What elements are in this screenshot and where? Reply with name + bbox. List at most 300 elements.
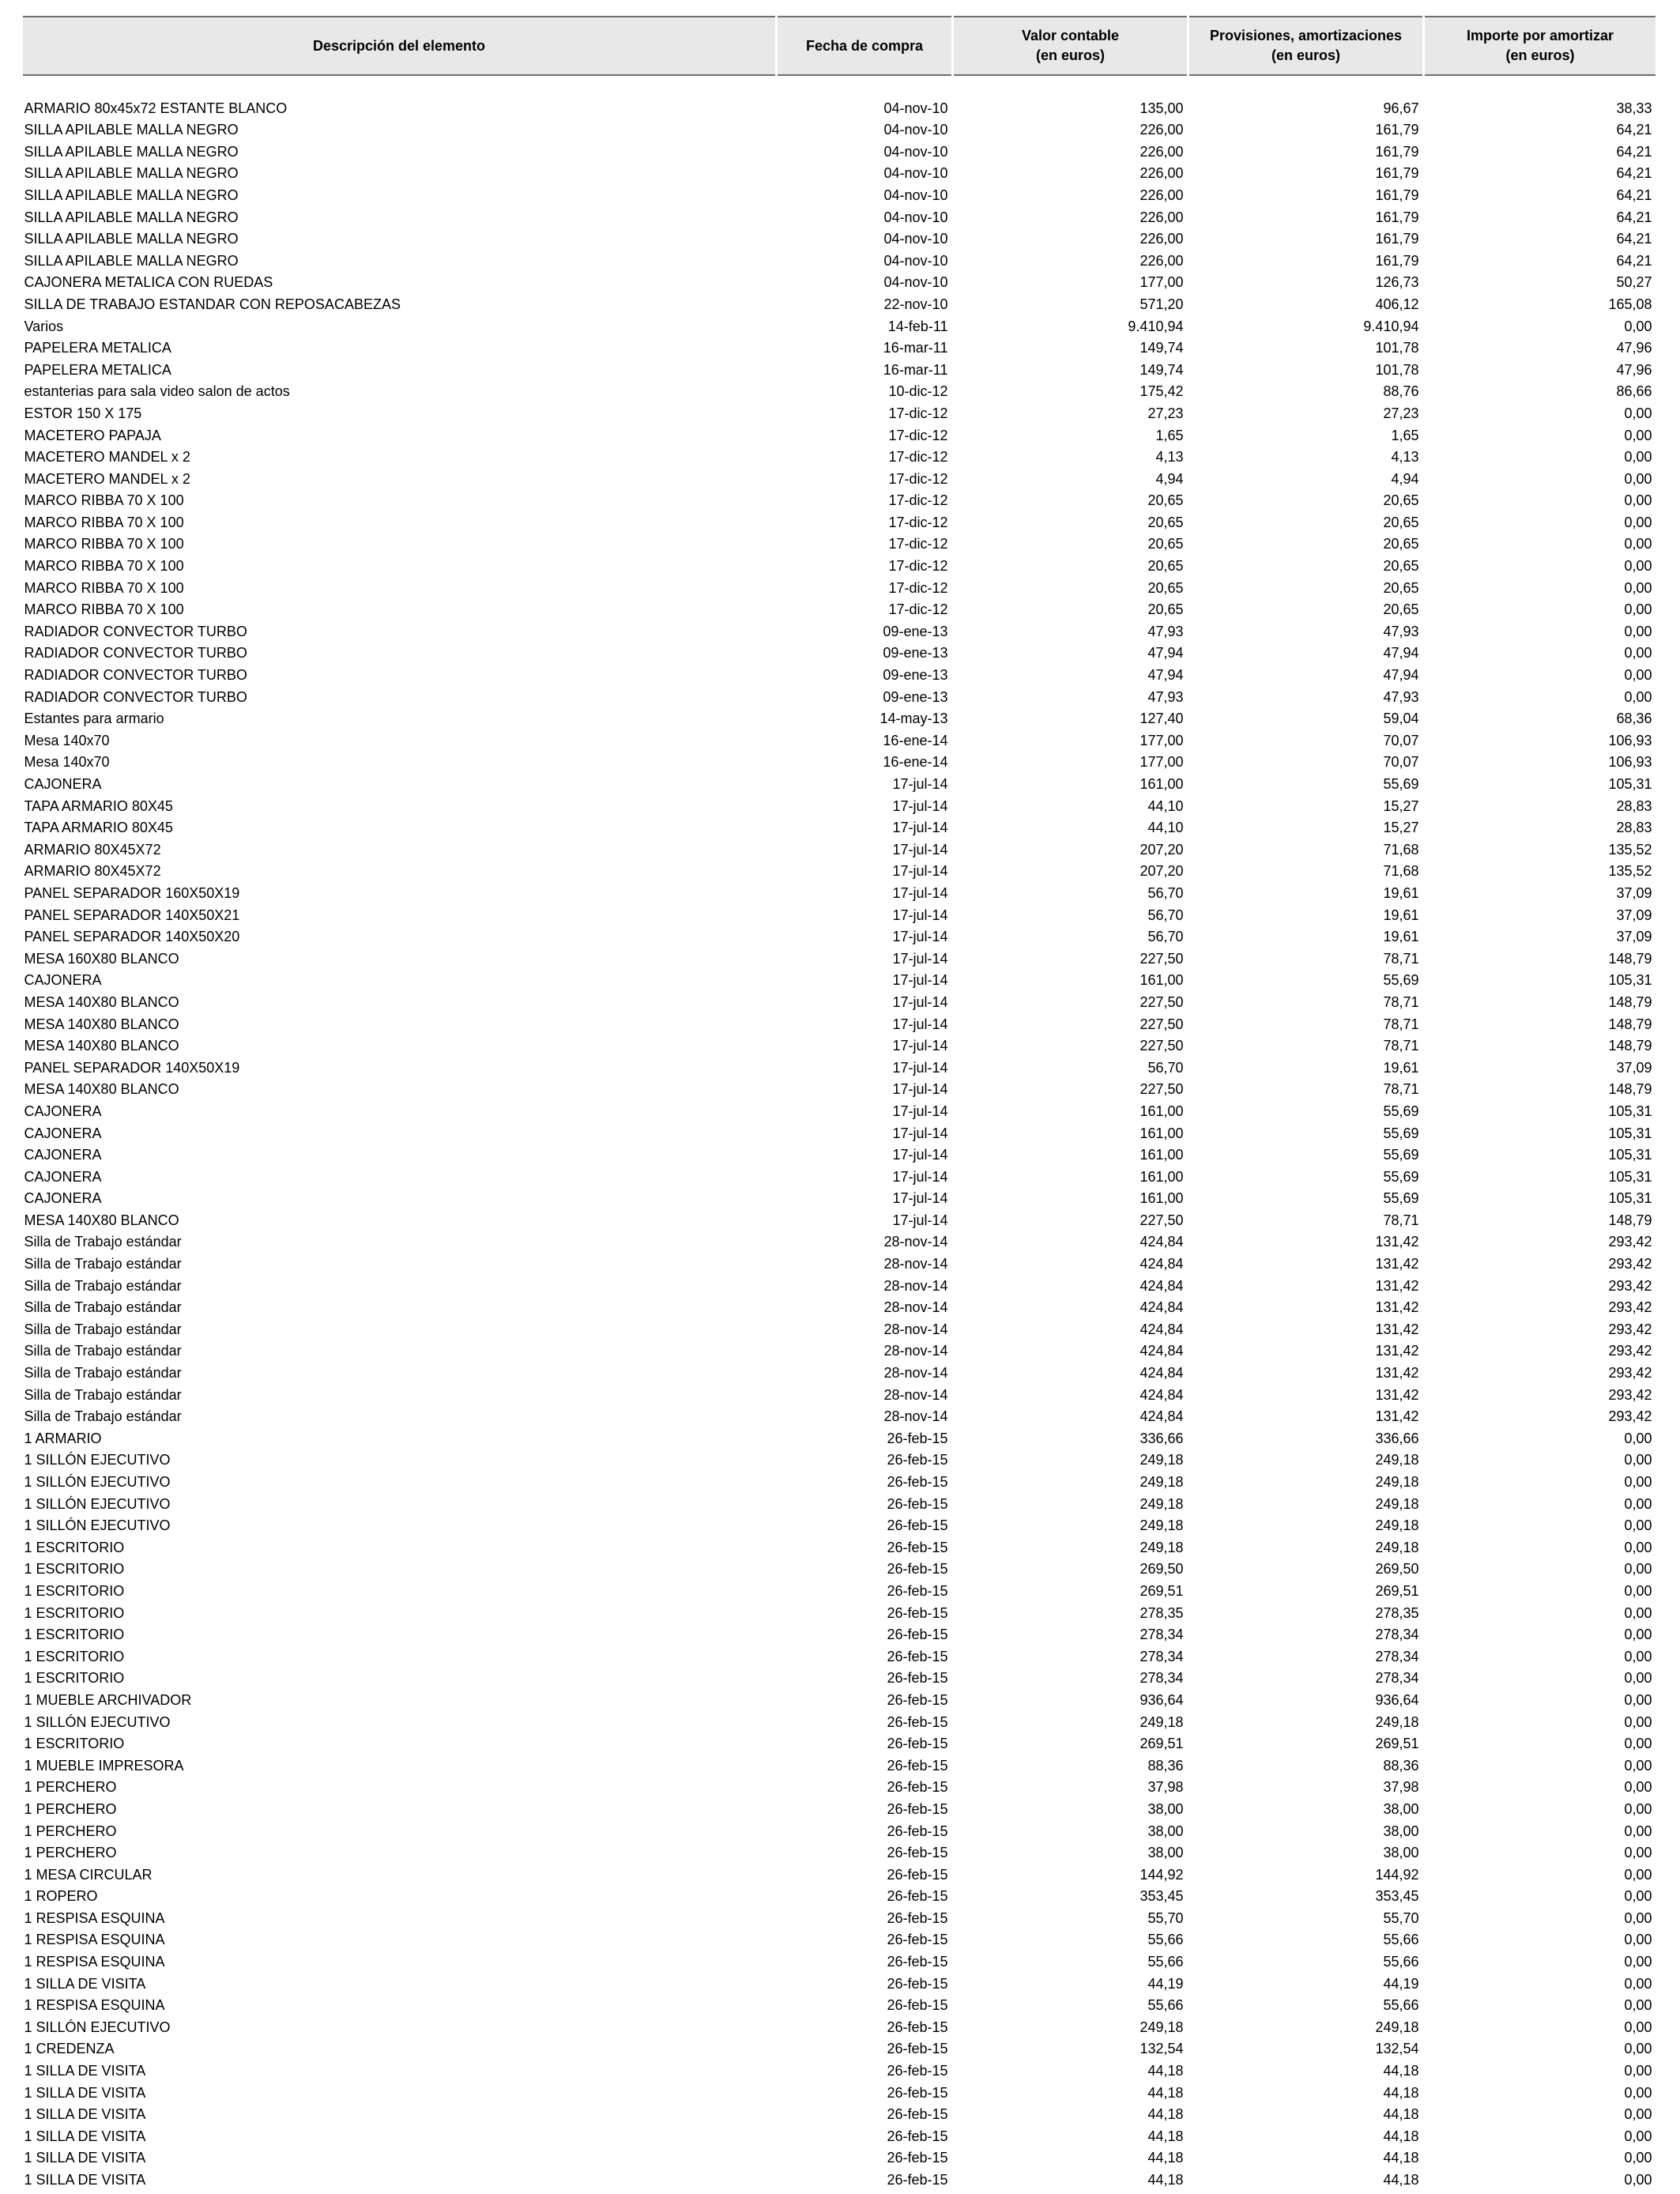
cell-description: 1 SILLÓN EJECUTIVO (24, 2019, 171, 2035)
cell-amount-to-amortize: 28,83 (1616, 797, 1652, 814)
cell-description: Silla de Trabajo estándar (24, 1256, 182, 1272)
cell-provisions: 44,18 (1383, 2106, 1419, 2123)
cell-book-value: 226,00 (1139, 165, 1184, 182)
cell-provisions: 19,61 (1383, 929, 1419, 945)
cell-description: estanterias para sala video salon de actos (24, 383, 290, 400)
cell-provisions: 88,76 (1383, 383, 1419, 400)
cell-purchase-date: 26-feb-15 (887, 1823, 948, 1839)
cell-provisions: 47,93 (1383, 623, 1419, 639)
cell-description: 1 SILLÓN EJECUTIVO (24, 1474, 171, 1490)
cell-provisions: 249,18 (1375, 2019, 1419, 2035)
cell-amount-to-amortize: 0,00 (1624, 1430, 1652, 1446)
cell-provisions: 353,45 (1375, 1888, 1419, 1905)
cell-description: MARCO RIBBA 70 X 100 (24, 601, 184, 618)
cell-book-value: 1,65 (1155, 427, 1184, 443)
cell-purchase-date: 16-mar-11 (883, 361, 948, 378)
cell-purchase-date: 17-dic-12 (888, 470, 948, 487)
cell-book-value: 269,51 (1139, 1736, 1184, 1752)
cell-purchase-date: 04-nov-10 (883, 187, 948, 203)
cell-purchase-date: 28-nov-14 (883, 1408, 948, 1425)
cell-purchase-date: 17-jul-14 (892, 797, 948, 814)
table-row (22, 251, 1657, 273)
cell-amount-to-amortize: 105,31 (1608, 1168, 1652, 1185)
cell-purchase-date: 17-jul-14 (892, 820, 948, 836)
cell-provisions: 20,65 (1383, 492, 1419, 509)
cell-purchase-date: 26-feb-15 (887, 1604, 948, 1621)
cell-purchase-date: 26-feb-15 (887, 1975, 948, 1992)
cell-provisions: 161,79 (1375, 165, 1419, 182)
cell-book-value: 249,18 (1139, 1495, 1184, 1512)
cell-purchase-date: 28-nov-14 (883, 1277, 948, 1294)
cell-provisions: 161,79 (1375, 252, 1419, 269)
cell-description: 1 SILLÓN EJECUTIVO (24, 1713, 171, 1730)
cell-description: MESA 140X80 BLANCO (24, 993, 179, 1010)
cell-amount-to-amortize: 293,42 (1608, 1343, 1652, 1359)
cell-amount-to-amortize: 0,00 (1624, 2041, 1652, 2057)
cell-book-value: 55,66 (1147, 1954, 1184, 1970)
cell-purchase-date: 04-nov-10 (883, 100, 948, 116)
table-row (22, 1603, 1657, 1625)
table-row (22, 1297, 1657, 1319)
cell-purchase-date: 26-feb-15 (887, 2041, 948, 2057)
cell-provisions: 70,07 (1383, 754, 1419, 771)
table-row (22, 2147, 1657, 2169)
cell-purchase-date: 26-feb-15 (887, 1845, 948, 1861)
table-row (22, 1057, 1657, 1080)
cell-description: SILLA DE TRABAJO ESTANDAR CON REPOSACABEZAS (24, 296, 401, 312)
cell-amount-to-amortize: 148,79 (1608, 993, 1652, 1010)
cell-description: 1 ESCRITORIO (24, 1582, 125, 1599)
header-book-value-line: (en euros) (1035, 47, 1105, 63)
cell-purchase-date: 17-dic-12 (888, 449, 948, 466)
table-row (22, 316, 1657, 338)
cell-provisions: 78,71 (1383, 950, 1419, 967)
cell-provisions: 37,98 (1383, 1779, 1419, 1796)
cell-provisions: 15,27 (1383, 797, 1419, 814)
cell-book-value: 20,65 (1147, 579, 1184, 596)
cell-purchase-date: 26-feb-15 (887, 1736, 948, 1752)
cell-amount-to-amortize: 37,09 (1616, 884, 1652, 901)
cell-purchase-date: 04-nov-10 (883, 143, 948, 160)
cell-purchase-date: 26-feb-15 (887, 1757, 948, 1774)
cell-provisions: 70,07 (1383, 732, 1419, 748)
table-row (22, 1755, 1657, 1777)
cell-purchase-date: 17-jul-14 (892, 1190, 948, 1207)
cell-description: 1 SILLÓN EJECUTIVO (24, 1517, 171, 1534)
cell-amount-to-amortize: 0,00 (1624, 1932, 1652, 1948)
cell-book-value: 56,70 (1147, 884, 1184, 901)
cell-purchase-date: 04-nov-10 (883, 209, 948, 225)
cell-book-value: 227,50 (1139, 1016, 1184, 1032)
cell-amount-to-amortize: 293,42 (1608, 1234, 1652, 1250)
cell-book-value: 44,18 (1147, 2172, 1184, 2188)
cell-description: PAPELERA METALICA (24, 340, 171, 356)
table-row (22, 1581, 1657, 1603)
cell-provisions: 38,00 (1383, 1800, 1419, 1817)
header-description (22, 17, 777, 75)
cell-description: Silla de Trabajo estándar (24, 1408, 182, 1425)
cell-purchase-date: 26-feb-15 (887, 1691, 948, 1708)
header-purchase-date-line: Fecha de compra (805, 37, 924, 54)
cell-book-value: 177,00 (1139, 274, 1184, 291)
cell-provisions: 278,35 (1375, 1604, 1419, 1621)
cell-amount-to-amortize: 293,42 (1608, 1256, 1652, 1272)
cell-purchase-date: 10-dic-12 (888, 383, 948, 400)
cell-book-value: 161,00 (1139, 1190, 1184, 1207)
cell-description: 1 RESPISA ESQUINA (24, 1909, 165, 1926)
cell-book-value: 47,94 (1147, 645, 1184, 662)
cell-amount-to-amortize: 0,00 (1624, 405, 1652, 421)
table-row (22, 337, 1657, 360)
cell-description: 1 SILLA DE VISITA (24, 2084, 146, 2101)
table-row (22, 839, 1657, 861)
table-row (22, 1210, 1657, 1232)
cell-description: 1 SILLA DE VISITA (24, 2172, 146, 2188)
table-row (22, 1363, 1657, 1385)
cell-provisions: 78,71 (1383, 1016, 1419, 1032)
cell-purchase-date: 09-ene-13 (883, 645, 948, 662)
cell-book-value: 161,00 (1139, 1147, 1184, 1163)
table-row (22, 708, 1657, 730)
header-description-line: Descripción del elemento (312, 37, 486, 54)
cell-purchase-date: 26-feb-15 (887, 1954, 948, 1970)
cell-provisions: 131,42 (1375, 1234, 1419, 1250)
cell-provisions: 96,67 (1383, 100, 1419, 116)
cell-description: SILLA APILABLE MALLA NEGRO (24, 252, 239, 269)
cell-purchase-date: 17-jul-14 (892, 1125, 948, 1141)
cell-description: ARMARIO 80X45X72 (24, 841, 161, 858)
cell-description: Varios (24, 318, 64, 334)
cell-purchase-date: 28-nov-14 (883, 1321, 948, 1337)
cell-amount-to-amortize: 105,31 (1608, 1103, 1652, 1119)
cell-description: 1 ESCRITORIO (24, 1561, 125, 1578)
cell-provisions: 20,65 (1383, 601, 1419, 618)
cell-book-value: 424,84 (1139, 1256, 1184, 1272)
cell-amount-to-amortize: 0,00 (1624, 514, 1652, 530)
cell-book-value: 227,50 (1139, 1081, 1184, 1098)
cell-amount-to-amortize: 293,42 (1608, 1321, 1652, 1337)
cell-book-value: 47,93 (1147, 688, 1184, 705)
cell-provisions: 9.410,94 (1363, 318, 1419, 334)
cell-amount-to-amortize: 64,21 (1616, 231, 1652, 247)
cell-amount-to-amortize: 0,00 (1624, 579, 1652, 596)
cell-amount-to-amortize: 37,09 (1616, 907, 1652, 923)
cell-amount-to-amortize: 0,00 (1624, 1779, 1652, 1796)
table-row (22, 578, 1657, 600)
cell-purchase-date: 26-feb-15 (887, 1582, 948, 1599)
cell-description: 1 RESPISA ESQUINA (24, 1997, 165, 2014)
cell-provisions: 78,71 (1383, 1038, 1419, 1054)
cell-book-value: 9.410,94 (1128, 318, 1184, 334)
cell-description: SILLA APILABLE MALLA NEGRO (24, 187, 239, 203)
cell-amount-to-amortize: 0,00 (1624, 536, 1652, 552)
cell-book-value: 227,50 (1139, 1212, 1184, 1228)
cell-description: 1 MUEBLE ARCHIVADOR (24, 1691, 192, 1708)
table-row (22, 490, 1657, 512)
cell-description: Silla de Trabajo estándar (24, 1277, 182, 1294)
cell-purchase-date: 17-jul-14 (892, 929, 948, 945)
cell-provisions: 38,00 (1383, 1823, 1419, 1839)
cell-description: MESA 160X80 BLANCO (24, 950, 179, 967)
cell-purchase-date: 17-jul-14 (892, 1168, 948, 1185)
cell-purchase-date: 28-nov-14 (883, 1343, 948, 1359)
cell-book-value: 161,00 (1139, 1168, 1184, 1185)
table-row (22, 1537, 1657, 1559)
cell-amount-to-amortize: 0,00 (1624, 1823, 1652, 1839)
table-row (22, 533, 1657, 556)
cell-provisions: 101,78 (1375, 361, 1419, 378)
cell-book-value: 55,70 (1147, 1909, 1184, 1926)
cell-description: 1 ARMARIO (24, 1430, 102, 1446)
cell-book-value: 20,65 (1147, 601, 1184, 618)
header-purchase-date (777, 17, 953, 75)
cell-provisions: 38,00 (1383, 1845, 1419, 1861)
cell-purchase-date: 17-dic-12 (888, 579, 948, 596)
cell-book-value: 56,70 (1147, 1059, 1184, 1076)
table-row (22, 1886, 1657, 1908)
cell-amount-to-amortize: 64,21 (1616, 209, 1652, 225)
cell-description: PANEL SEPARADOR 140X50X19 (24, 1059, 240, 1076)
cell-purchase-date: 26-feb-15 (887, 1997, 948, 2014)
cell-purchase-date: 26-feb-15 (887, 2084, 948, 2101)
cell-purchase-date: 17-dic-12 (888, 536, 948, 552)
cell-amount-to-amortize: 0,00 (1624, 1691, 1652, 1708)
cell-description: Silla de Trabajo estándar (24, 1365, 182, 1382)
table-row (22, 1777, 1657, 1799)
table-row (22, 774, 1657, 796)
cell-description: 1 CREDENZA (24, 2041, 115, 2057)
table-row (22, 1559, 1657, 1581)
cell-amount-to-amortize: 0,00 (1624, 1757, 1652, 1774)
cell-description: MESA 140X80 BLANCO (24, 1081, 179, 1098)
cell-description: 1 ROPERO (24, 1888, 98, 1905)
cell-book-value: 175,42 (1139, 383, 1184, 400)
cell-provisions: 55,69 (1383, 1190, 1419, 1207)
table-row (22, 2060, 1657, 2083)
cell-provisions: 55,69 (1383, 1147, 1419, 1163)
cell-provisions: 131,42 (1375, 1365, 1419, 1382)
cell-amount-to-amortize: 0,00 (1624, 2063, 1652, 2079)
cell-provisions: 131,42 (1375, 1408, 1419, 1425)
cell-provisions: 55,69 (1383, 1125, 1419, 1141)
cell-amount-to-amortize: 148,79 (1608, 1212, 1652, 1228)
table-row (22, 98, 1657, 120)
cell-provisions: 101,78 (1375, 340, 1419, 356)
table-row (22, 1842, 1657, 1864)
cell-amount-to-amortize: 148,79 (1608, 950, 1652, 967)
cell-book-value: 226,00 (1139, 122, 1184, 138)
table-row (22, 469, 1657, 491)
cell-provisions: 20,65 (1383, 514, 1419, 530)
cell-amount-to-amortize: 64,21 (1616, 252, 1652, 269)
cell-description: 1 SILLA DE VISITA (24, 2128, 146, 2144)
cell-amount-to-amortize: 165,08 (1608, 296, 1652, 312)
cell-description: 1 SILLA DE VISITA (24, 2150, 146, 2166)
cell-provisions: 47,93 (1383, 688, 1419, 705)
cell-book-value: 424,84 (1139, 1365, 1184, 1382)
cell-purchase-date: 26-feb-15 (887, 1517, 948, 1534)
cell-book-value: 44,18 (1147, 2063, 1184, 2079)
cell-description: 1 ESCRITORIO (24, 1627, 125, 1643)
cell-amount-to-amortize: 0,00 (1624, 427, 1652, 443)
cell-book-value: 37,98 (1147, 1779, 1184, 1796)
cell-provisions: 20,65 (1383, 536, 1419, 552)
cell-purchase-date: 26-feb-15 (887, 1495, 948, 1512)
cell-purchase-date: 26-feb-15 (887, 1779, 948, 1796)
cell-amount-to-amortize: 135,52 (1608, 841, 1652, 858)
cell-purchase-date: 17-jul-14 (892, 1212, 948, 1228)
cell-purchase-date: 26-feb-15 (887, 1539, 948, 1555)
cell-description: PANEL SEPARADOR 140X50X20 (24, 929, 240, 945)
cell-amount-to-amortize: 0,00 (1624, 470, 1652, 487)
cell-provisions: 55,69 (1383, 1103, 1419, 1119)
cell-purchase-date: 26-feb-15 (887, 1800, 948, 1817)
cell-book-value: 47,93 (1147, 623, 1184, 639)
table-header (22, 17, 1657, 75)
cell-provisions: 59,04 (1383, 711, 1419, 727)
table-row (22, 883, 1657, 905)
cell-provisions: 131,42 (1375, 1343, 1419, 1359)
table-row (22, 1319, 1657, 1341)
cell-description: 1 ESCRITORIO (24, 1670, 125, 1687)
cell-book-value: 226,00 (1139, 252, 1184, 269)
cell-provisions: 278,34 (1375, 1648, 1419, 1664)
cell-book-value: 44,18 (1147, 2106, 1184, 2123)
cell-book-value: 249,18 (1139, 1713, 1184, 1730)
cell-book-value: 161,00 (1139, 1103, 1184, 1119)
cell-amount-to-amortize: 68,36 (1616, 711, 1652, 727)
table-row (22, 425, 1657, 447)
cell-provisions: 249,18 (1375, 1474, 1419, 1490)
assets-table (21, 16, 1658, 2192)
table-row (22, 1231, 1657, 1253)
cell-description: CAJONERA (24, 1147, 102, 1163)
cell-provisions: 55,69 (1383, 1168, 1419, 1185)
cell-description: TAPA ARMARIO 80X45 (24, 797, 173, 814)
cell-amount-to-amortize: 0,00 (1624, 492, 1652, 509)
cell-provisions: 20,65 (1383, 579, 1419, 596)
cell-purchase-date: 17-dic-12 (888, 405, 948, 421)
table-row (22, 1821, 1657, 1843)
table-row (22, 1624, 1657, 1646)
cell-purchase-date: 26-feb-15 (887, 1866, 948, 1883)
cell-purchase-date: 26-feb-15 (887, 1713, 948, 1730)
cell-book-value: 226,00 (1139, 231, 1184, 247)
cell-amount-to-amortize: 293,42 (1608, 1408, 1652, 1425)
table-row (22, 403, 1657, 425)
cell-amount-to-amortize: 0,00 (1624, 1975, 1652, 1992)
cell-purchase-date: 16-mar-11 (883, 340, 948, 356)
cell-description: RADIADOR CONVECTOR TURBO (24, 623, 247, 639)
cell-description: MACETERO PAPAJA (24, 427, 161, 443)
cell-provisions: 19,61 (1383, 1059, 1419, 1076)
cell-purchase-date: 17-jul-14 (892, 863, 948, 880)
cell-amount-to-amortize: 38,33 (1616, 100, 1652, 116)
cell-description: MESA 140X80 BLANCO (24, 1016, 179, 1032)
table-row (22, 207, 1657, 229)
table-row (22, 1690, 1657, 1712)
cell-purchase-date: 28-nov-14 (883, 1365, 948, 1382)
cell-amount-to-amortize: 47,96 (1616, 340, 1652, 356)
cell-amount-to-amortize: 64,21 (1616, 187, 1652, 203)
table-row (22, 360, 1657, 382)
table-row (22, 1668, 1657, 1690)
cell-book-value: 56,70 (1147, 907, 1184, 923)
cell-purchase-date: 17-jul-14 (892, 776, 948, 792)
cell-description: Silla de Trabajo estándar (24, 1299, 182, 1316)
cell-purchase-date: 26-feb-15 (887, 1670, 948, 1687)
cell-book-value: 424,84 (1139, 1321, 1184, 1337)
cell-book-value: 207,20 (1139, 841, 1184, 858)
table-row (22, 665, 1657, 687)
cell-purchase-date: 28-nov-14 (883, 1234, 948, 1250)
cell-book-value: 424,84 (1139, 1277, 1184, 1294)
cell-provisions: 131,42 (1375, 1256, 1419, 1272)
cell-description: 1 ESCRITORIO (24, 1539, 125, 1555)
cell-purchase-date: 17-jul-14 (892, 1038, 948, 1054)
cell-provisions: 126,73 (1375, 274, 1419, 291)
cell-book-value: 207,20 (1139, 863, 1184, 880)
cell-provisions: 161,79 (1375, 187, 1419, 203)
cell-provisions: 44,18 (1383, 2172, 1419, 2188)
cell-amount-to-amortize: 64,21 (1616, 143, 1652, 160)
cell-provisions: 269,51 (1375, 1736, 1419, 1752)
cell-description: 1 RESPISA ESQUINA (24, 1932, 165, 1948)
table-body (22, 75, 1657, 2192)
cell-book-value: 88,36 (1147, 1757, 1184, 1774)
table-row (22, 272, 1657, 294)
cell-amount-to-amortize: 105,31 (1608, 972, 1652, 989)
cell-purchase-date: 17-jul-14 (892, 1059, 948, 1076)
table-row (22, 1799, 1657, 1821)
cell-amount-to-amortize: 0,00 (1624, 1539, 1652, 1555)
cell-purchase-date: 14-feb-11 (887, 318, 948, 334)
cell-amount-to-amortize: 0,00 (1624, 601, 1652, 618)
cell-description: PANEL SEPARADOR 160X50X19 (24, 884, 240, 901)
table-row (22, 1646, 1657, 1668)
cell-book-value: 132,54 (1139, 2041, 1184, 2057)
table-row (22, 621, 1657, 643)
cell-amount-to-amortize: 0,00 (1624, 449, 1652, 466)
cell-purchase-date: 22-nov-10 (883, 296, 948, 312)
cell-purchase-date: 26-feb-15 (887, 1627, 948, 1643)
cell-provisions: 44,18 (1383, 2084, 1419, 2101)
cell-provisions: 27,23 (1383, 405, 1419, 421)
cell-purchase-date: 26-feb-15 (887, 2172, 948, 2188)
cell-amount-to-amortize: 148,79 (1608, 1038, 1652, 1054)
cell-book-value: 571,20 (1139, 296, 1184, 312)
cell-book-value: 20,65 (1147, 492, 1184, 509)
cell-description: SILLA APILABLE MALLA NEGRO (24, 231, 239, 247)
table-row (22, 1449, 1657, 1472)
cell-book-value: 249,18 (1139, 2019, 1184, 2035)
cell-provisions: 161,79 (1375, 143, 1419, 160)
cell-book-value: 424,84 (1139, 1386, 1184, 1403)
cell-purchase-date: 17-dic-12 (888, 514, 948, 530)
table-row (22, 1864, 1657, 1887)
cell-description: 1 PERCHERO (24, 1823, 117, 1839)
table-row (22, 163, 1657, 185)
cell-provisions: 55,66 (1383, 1954, 1419, 1970)
cell-purchase-date: 17-jul-14 (892, 1081, 948, 1098)
table-row (22, 294, 1657, 316)
cell-amount-to-amortize: 0,00 (1624, 1800, 1652, 1817)
cell-description: 1 SILLA DE VISITA (24, 1975, 146, 1992)
cell-provisions: 161,79 (1375, 122, 1419, 138)
cell-description: CAJONERA (24, 1125, 102, 1141)
cell-provisions: 936,64 (1375, 1691, 1419, 1708)
cell-provisions: 71,68 (1383, 863, 1419, 880)
